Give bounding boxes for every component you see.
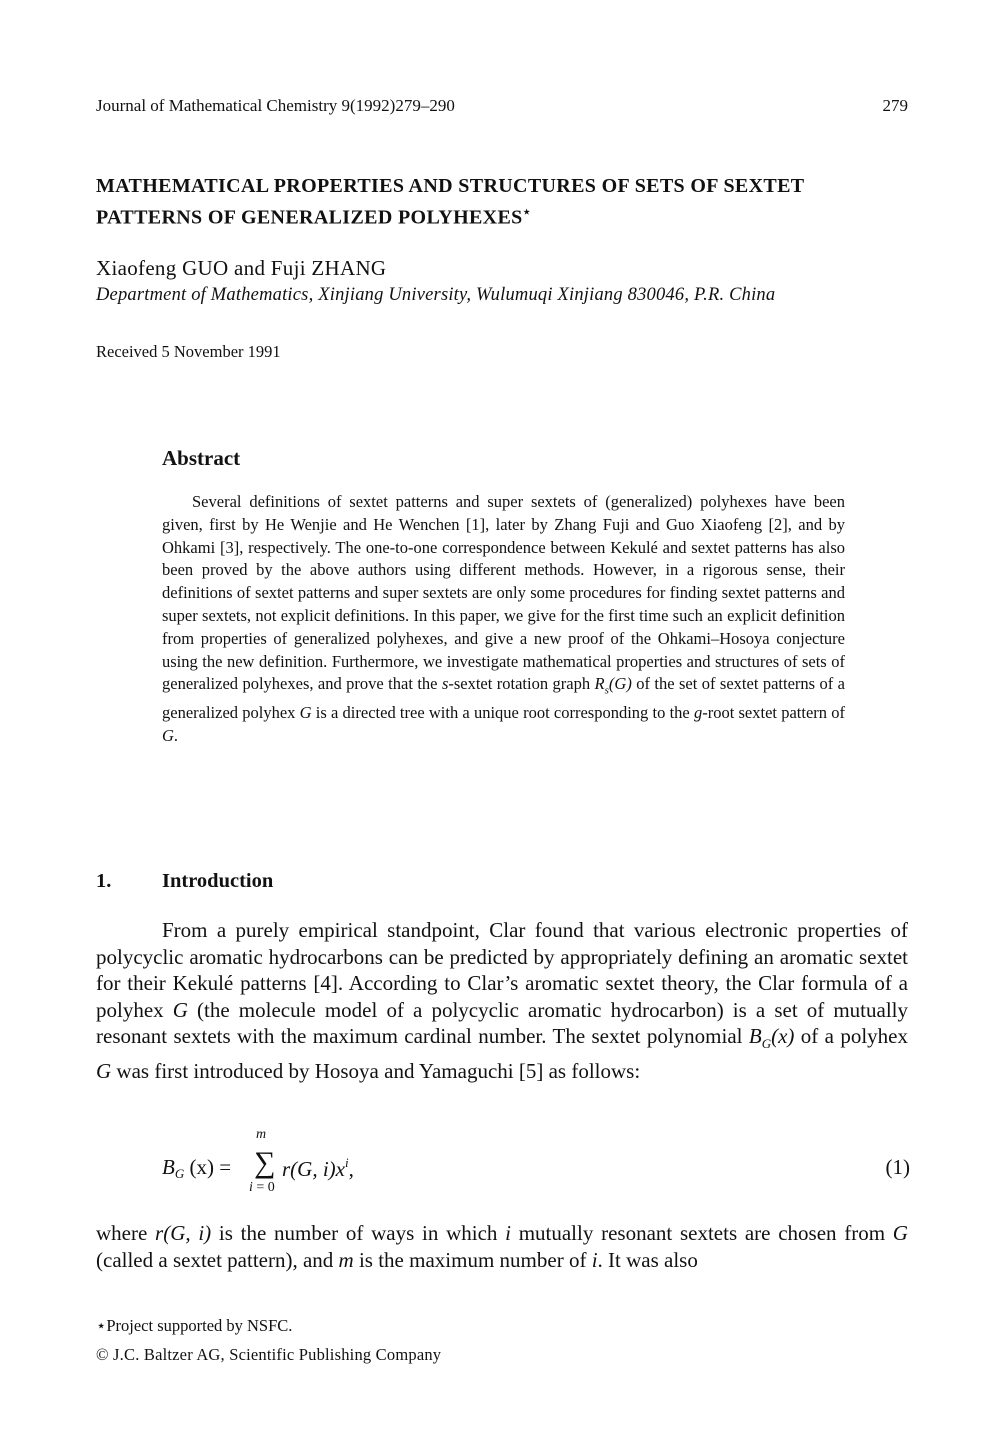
copyright: © J.C. Baltzer AG, Scientific Publishing Company bbox=[96, 1345, 442, 1364]
received-date: Received 5 November 1991 bbox=[96, 342, 281, 361]
equation-rhs: r(G, $i)x^i$, bbox=[282, 1155, 354, 1181]
section-number: 1. bbox=[96, 870, 112, 892]
abstract-text: Several definitions of sextet patterns and super sextets of (generalized) polyhexes have been given, first by He Wenjie and He Wenchen [1], later by Zhang Fuji and Guo Xiaofeng [2], and by Ohkami [3], respectively. The one-to-one correspondence between Kekulé and sextet patterns has also been proved by the above authors using different methods. However, in a rigorous sense, their definitions of sextet patterns and super sextets are only some procedures for finding sextet patterns and super sextets, not explicit definitions. In this paper, we give for the first time such an explicit definition from properties of generalized polyhexes, and give a new proof of the Ohkami–Hosoya conjecture using the new definition. Furthermore, we investigate mathematical properties and structures of sets of generalized polyhexes, and prove that the s-sextet rotation graph $R_s(G)$ of the set of sextet patterns of a generalized polyhex G is a directed tree with a unique root corresponding to the g-root sextet pattern of G. bbox=[162, 492, 846, 746]
intro-paragraph-2: where r(G, i) is the number of ways in which i mutually resonant sextets are chosen from G (called a sextet pattern), and m is the maximum number of i. It was also bbox=[96, 1221, 908, 1272]
equation-lhs: $B_G$ (x) = bbox=[162, 1155, 232, 1181]
section-title: Introduction bbox=[162, 870, 274, 892]
title-line-1: MATHEMATICAL PROPERTIES AND STRUCTURES OF SETS OF SEXTET bbox=[96, 175, 805, 197]
paper-title bbox=[96, 174, 916, 231]
sum-upper-limit: m bbox=[256, 1127, 267, 1142]
title-footnote-mark: ⋆ bbox=[522, 204, 532, 219]
sum-lower-limit: i = 0 bbox=[249, 1180, 275, 1195]
abstract-heading: Abstract bbox=[162, 446, 241, 470]
equation-number: (1) bbox=[885, 1155, 910, 1179]
authors: Xiaofeng GUO and Fuji ZHANG bbox=[96, 256, 387, 280]
footnote: ⋆Project supported by NSFC. bbox=[96, 1316, 293, 1335]
page-number: 279 bbox=[882, 96, 908, 115]
journal-citation: Journal of Mathematical Chemistry 9(1992)279–290 bbox=[96, 96, 455, 115]
equation-1 bbox=[160, 1127, 910, 1198]
affiliation: Department of Mathematics, Xinjiang University, Wulumuqi Xinjiang 830046, P.R. China bbox=[96, 285, 776, 305]
running-head bbox=[96, 96, 908, 116]
sum-symbol: ∑ bbox=[254, 1146, 276, 1179]
intro-paragraph-1: From a purely empirical standpoint, Clar found that various electronic properties of polycyclic aromatic hydrocarbons can be predicted by appropriately defining an aromatic sextet for their Kekulé patterns [4]. According to Clar’s aromatic sextet theory, the Clar formula of a polyhex G (the molecule model of a polycyclic aromatic hydrocarbon) is a set of mutually resonant sextets with the maximum cardinal number. The sextet polynomial $B_G(x)$ of a polyhex G was first introduced by Hosoya and Yamaguchi [5] as follows: bbox=[96, 918, 908, 1084]
title-line-2: PATTERNS OF GENERALIZED POLYHEXES bbox=[96, 206, 523, 229]
